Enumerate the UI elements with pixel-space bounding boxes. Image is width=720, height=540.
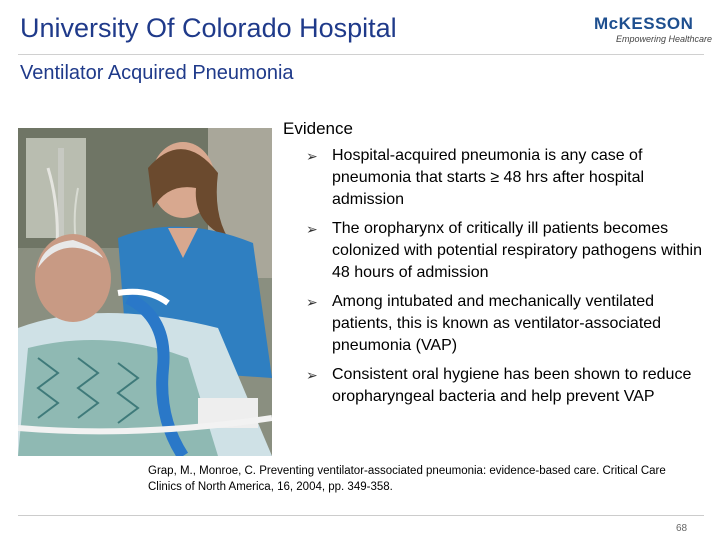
- bullet-text: The oropharynx of critically ill patients becomes colonized with potential respiratory pathogens within 48 hours of admission: [332, 220, 702, 281]
- arrow-bullet-icon: ➢: [306, 148, 318, 164]
- bullet-text: Among intubated and mechanically ventilated patients, this is known as ventilator-associated pneumonia (VAP): [332, 293, 662, 354]
- logo-name: McKESSON: [594, 14, 694, 33]
- arrow-bullet-icon: ➢: [306, 367, 318, 383]
- nurse-patient-photo: [18, 128, 272, 456]
- evidence-list: [306, 145, 702, 415]
- arrow-bullet-icon: ➢: [306, 221, 318, 237]
- list-item: [306, 364, 702, 408]
- logo-tagline: Empowering Healthcare: [616, 34, 713, 44]
- footer-divider: [18, 515, 704, 516]
- list-item: [306, 145, 702, 211]
- arrow-bullet-icon: ➢: [306, 294, 318, 310]
- title-divider: [18, 54, 704, 55]
- mckesson-logo: [594, 14, 713, 48]
- evidence-heading: Evidence: [283, 119, 353, 138]
- slide-title: University Of Colorado Hospital: [20, 13, 397, 43]
- list-item: [306, 291, 702, 357]
- slide-subtitle: Ventilator Acquired Pneumonia: [20, 62, 294, 84]
- bullet-text: Consistent oral hygiene has been shown to reduce oropharyngeal bacteria and help prevent VAP: [332, 366, 692, 405]
- page-number: 68: [676, 523, 688, 534]
- list-item: [306, 218, 702, 284]
- bullet-text: Hospital-acquired pneumonia is any case of pneumonia that starts ≥ 48 hrs after hospital admission: [332, 147, 645, 208]
- citation: Grap, M., Monroe, C. Preventing ventilator-associated pneumonia: evidence-based care. Critical Care Clinics of North America, 16, 2004, pp. 349-358.: [148, 465, 666, 493]
